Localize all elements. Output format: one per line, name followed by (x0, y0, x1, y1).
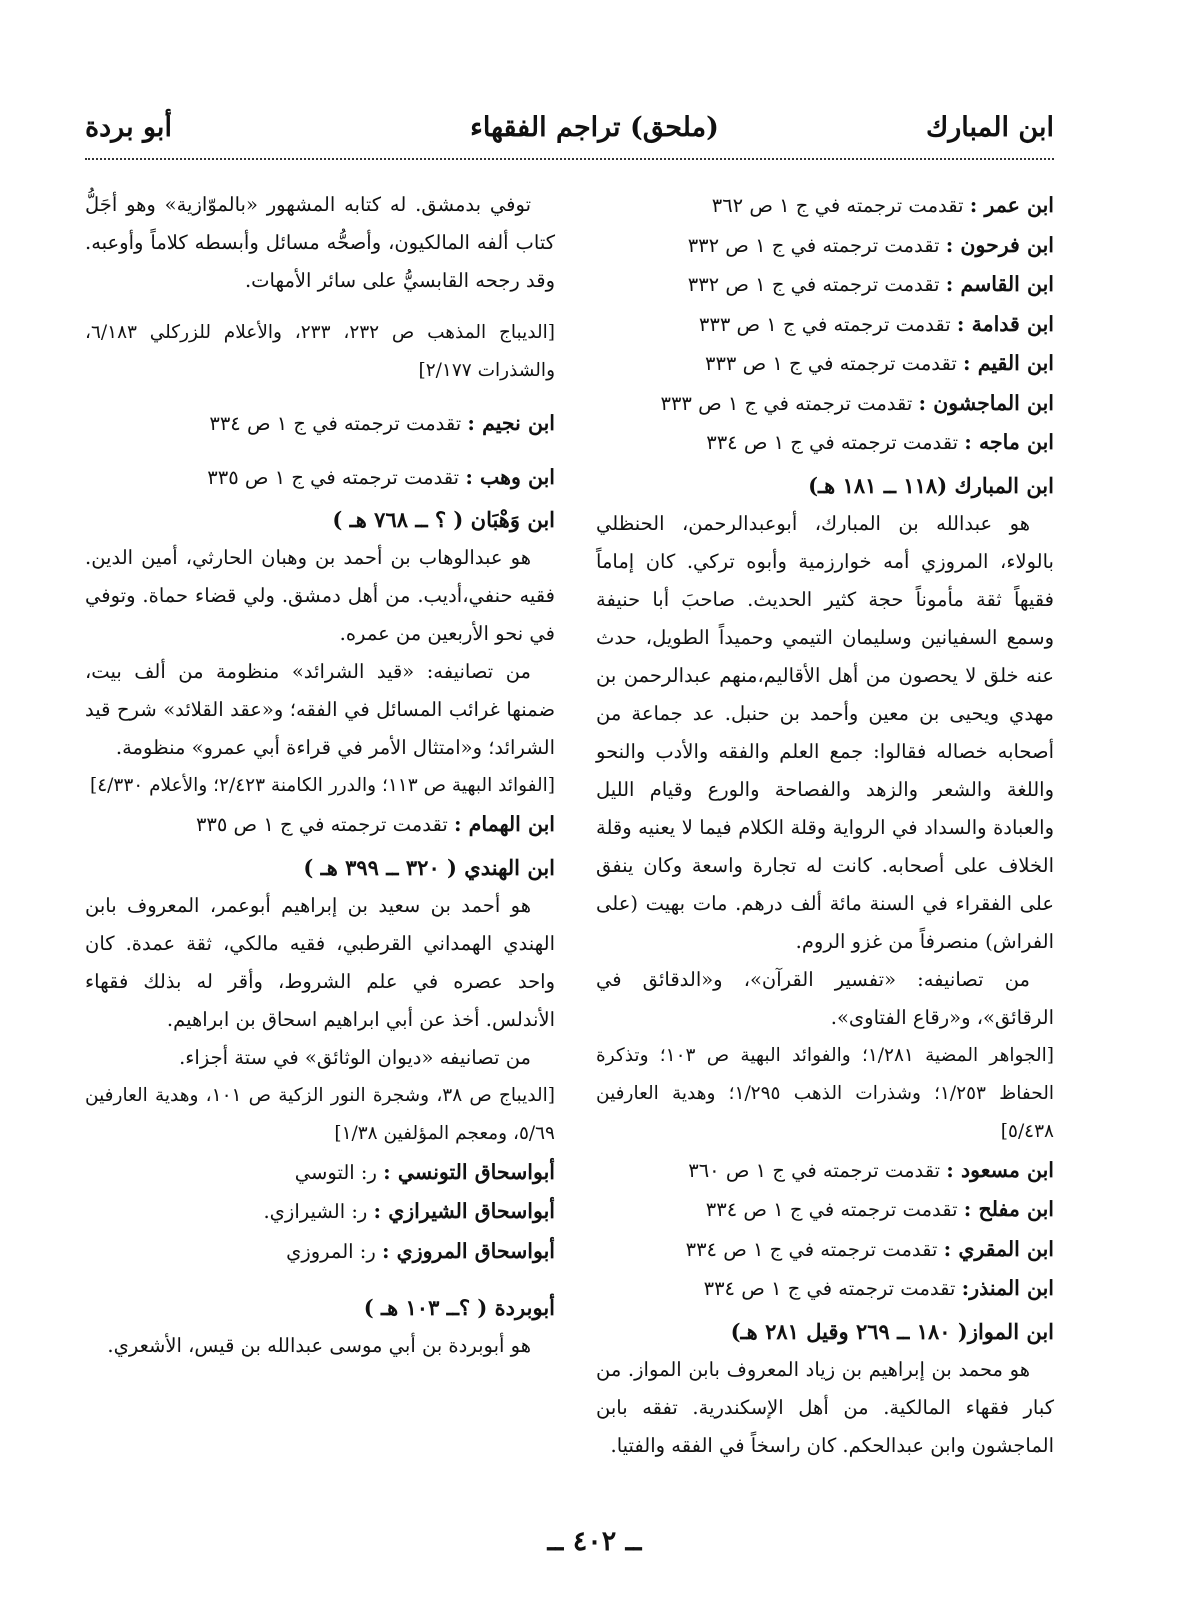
xref-entry (596, 1230, 1054, 1270)
entry-sources: [الفوائد البهية ص ١١٣؛ والدرر الكامنة ٢/٤٢٣؛ والأعلام ٤/٣٣٠] (90, 775, 555, 796)
entry-works: من تصانيفه: «قيد الشرائد» منظومة من ألف بيت، ضمنها غرائب المسائل في الفقه؛ و«عقد القلائد» شرح قيد الشرائد؛ و«امتثال الأمر في قراءة أبي عمرو» منظومة. (85, 660, 555, 759)
xref-entry (85, 458, 555, 498)
entry-works: من تصانيفه: «تفسير القرآن»، و«الدقائق في الرقائق»، و«رقاع الفتاوى». (596, 967, 1054, 1029)
xref-entry (596, 1151, 1054, 1191)
entry-name: ابن عمر : (969, 193, 1054, 217)
entry-biography: هو أحمد بن سعيد بن إبراهيم أبوعمر، المعروف بابن الهندي الهمداني القرطبي، فقيه مالكي، ثقة عمدة. كان واحد عصره في علم الشروط، وأقر له بذلك فقهاء الأندلس. أخذ عن أبي ابراهيم اسحاق بن ابراهيم. (85, 893, 555, 1031)
xref-entry (596, 265, 1054, 305)
entry-sources: [الديباج المذهب ص ٢٣٢، ٢٣٣، والأعلام للزركلي ٦/١٨٣، والشذرات ٢/١٧٧] (85, 322, 555, 381)
entry-heading: ابن وَهْبَان ( ؟ ــ ٧٦٨ هـ ) (332, 507, 555, 532)
xref-entry (85, 1153, 555, 1193)
xref-text: تقدمت ترجمته في ج ١ ص ٣٣٣ (698, 312, 951, 336)
entry-name: ابن مفلح : (963, 1197, 1054, 1221)
entry-heading: ابن المواز( ١٨٠ ــ ٢٦٩ وقيل ٢٨١ هـ) (730, 1318, 1054, 1344)
entry-name: أبواسحاق المروزي : (381, 1238, 555, 1263)
xref-text: تقدمت ترجمته في ج ١ ص ٣٣٣ (704, 352, 957, 375)
xref-text: تقدمت ترجمته في ج ١ ص ٣٦٢ (711, 194, 964, 217)
running-head-left: أبو بردة (85, 112, 172, 143)
xref-text: تقدمت ترجمته في ج ١ ص ٣٣٥ (195, 813, 448, 836)
xref-text: تقدمت ترجمته في ج ١ ص ٣٣٤ (703, 1277, 956, 1300)
entry-continuation: توفي بدمشق. له كتابه المشهور «بالموّازية» وهو أجَلُّ كتاب ألفه المالكيون، وأصحُّه مسائل وأبسطه كلاماً وأوعبه. وقد رجحه القابسيُّ على سائر الأمهات. (85, 193, 555, 292)
left-column (85, 186, 555, 1365)
entry-name: ابن فرحون : (945, 232, 1054, 257)
spacer (85, 1271, 555, 1285)
page-number: ــ ٤٠٢ ــ (547, 1526, 642, 1557)
xref-entry (596, 423, 1054, 463)
xref-text: تقدمت ترجمته في ج ١ ص ٣٣٤ (685, 1237, 938, 1261)
right-column (596, 186, 1054, 1465)
xref-text: تقدمت ترجمته في ج ١ ص ٣٣٣ (660, 391, 913, 415)
spacer (85, 300, 555, 314)
entry-name: ابن نجيم : (467, 411, 555, 435)
entry-name: ابن المنذر: (961, 1276, 1054, 1300)
entry-name: أبواسحاق الشيرازي : (373, 1199, 555, 1223)
xref-entry (85, 1192, 555, 1232)
entry-name: ابن القيم : (963, 351, 1054, 375)
entry-heading: ابن الهندي ( ٣٢٠ ــ ٣٩٩ هـ ) (303, 854, 555, 880)
entry-name: ابن الماجشون : (918, 390, 1054, 415)
xref-text: ر: المروزي (286, 1239, 376, 1263)
running-head-title: (ملحق) تراجم الفقهاء (470, 112, 719, 143)
xref-entry (85, 404, 555, 444)
spacer (85, 390, 555, 404)
entry-name: ابن قدامة : (956, 311, 1054, 336)
xref-text: تقدمت ترجمته في ج ١ ص ٣٣٤ (705, 1198, 958, 1221)
entry-name: ابن وهب : (465, 464, 555, 489)
entry-name: ابن ماجه : (964, 430, 1054, 454)
xref-entry (596, 226, 1054, 266)
xref-text: تقدمت ترجمته في ج ١ ص ٣٣٤ (706, 431, 959, 454)
entry-sources: [الديباج ص ٣٨، وشجرة النور الزكية ص ١٠١، وهدية العارفين ٥/٦٩، ومعجم المؤلفين ١/٣٨] (85, 1084, 555, 1144)
header-dotted-rule (85, 158, 1054, 160)
xref-entry (596, 384, 1054, 424)
entry-biography: هو عبدالله بن المبارك، أبوعبدالرحمن، الحنظلي بالولاء، المروزي أمه خوارزمية وأبوه تركي. كان إماماً فقيهاً ثقة مأموناً حجة كثير الحديث. صاحبَ أبا حنيفة وسمع السفيانين وسليمان التيمي وحميداً الطويل، حدث عنه خلق لا يحصون من أهل الأقاليم،منهم عبدالرحمن بن مهدي ويحيى بن معين وأحمد بن حنبل. عد جماعة من أصحابه خصاله فقالوا: جمع العلم والفقه والأدب والنحو واللغة والشعر والزهد والفصاحة والورع وقيام الليل والعبادة والسداد في الرواية وقلة الكلام فيما لا يعنيه وقلة الخلاف على أصحابه. كانت له تجارة واسعة وكان ينفق على الفقراء في السنة مائة ألف درهم. مات بهيت (على الفراش) منصرفاً من غزو الروم. (596, 511, 1054, 953)
entry-sources: [الجواهر المضية ١/٢٨١؛ والفوائد البهية ص ١٠٣؛ وتذكرة الحفاظ ١/٢٥٣؛ وشذرات الذهب ١/٢٩٥؛ وهدية العارفين ٥/٤٣٨] (596, 1044, 1055, 1142)
xref-entry (596, 305, 1054, 345)
xref-entry (596, 344, 1054, 384)
xref-text: تقدمت ترجمته في ج ١ ص ٣٣٢ (687, 273, 940, 296)
xref-entry (596, 186, 1054, 226)
entry-name: ابن المقري : (943, 1236, 1054, 1261)
entry-heading: أبوبردة ( ؟ــ ١٠٣ هـ ) (363, 1295, 555, 1320)
xref-text: ر: التوسي (294, 1160, 377, 1184)
xref-text: تقدمت ترجمته في ج ١ ص ٣٣٤ (209, 412, 462, 435)
entry-heading: ابن المبارك (١١٨ ــ ١٨١ هـ) (808, 472, 1054, 498)
xref-entry (85, 805, 555, 845)
xref-text: تقدمت ترجمته في ج ١ ص ٣٦٠ (688, 1158, 941, 1182)
entry-biography: هو أبوبردة بن أبي موسى عبدالله بن قيس، الأشعري. (107, 1334, 531, 1357)
entry-biography: هو محمد بن إبراهيم بن زياد المعروف بابن المواز. من كبار فقهاء المالكية. من أهل الإسكندرية. تفقه بابن الماجشون وابن عبدالحكم. كان راسخاً في الفقه والفتيا. (596, 1357, 1054, 1457)
xref-entry (596, 1269, 1054, 1309)
running-head-right: ابن المبارك (926, 112, 1054, 143)
entry-biography: هو عبدالوهاب بن أحمد بن وهبان الحارثي، أمين الدين. فقيه حنفي،أديب. من أهل دمشق. ولي قضاء حماة. وتوفي في نحو الأربعين من عمره. (85, 546, 555, 645)
xref-text: تقدمت ترجمته في ج ١ ص ٣٣٢ (687, 233, 940, 257)
xref-entry (85, 1232, 555, 1272)
xref-text: ر: الشيرازي. (263, 1200, 368, 1223)
entry-name: ابن الهمام : (453, 812, 555, 836)
entry-works: من تصانيفه «ديوان الوثائق» في ستة أجزاء. (179, 1045, 531, 1069)
entry-name: ابن القاسم : (945, 272, 1054, 296)
xref-text: تقدمت ترجمته في ج ١ ص ٣٣٥ (207, 465, 460, 489)
spacer (85, 444, 555, 458)
xref-entry (596, 1190, 1054, 1230)
entry-name: ابن مسعود : (946, 1157, 1054, 1182)
entry-name: أبواسحاق التونسي : (383, 1159, 555, 1184)
